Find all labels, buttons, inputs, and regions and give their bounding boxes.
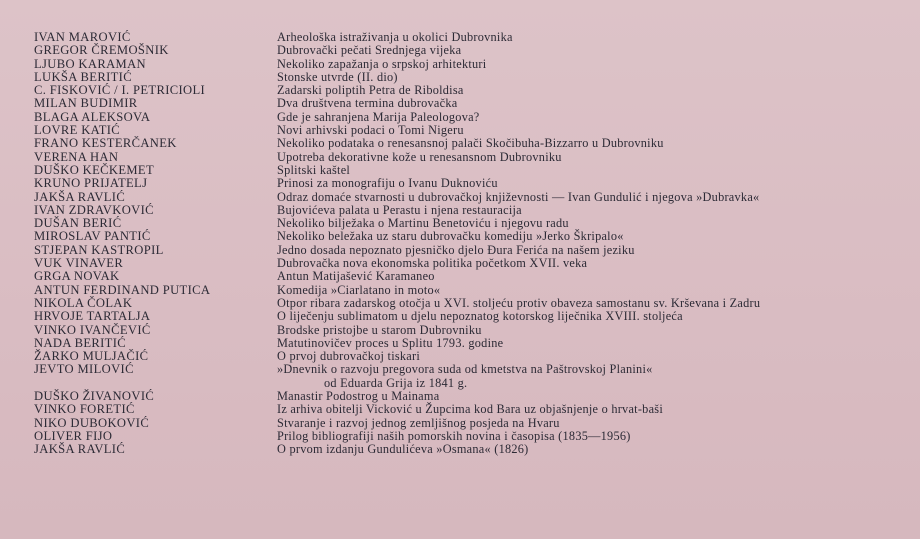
entry-title xyxy=(277,164,914,177)
entry-author: MILAN BUDIMIR xyxy=(34,96,138,111)
entry-title-line: Stvaranje i razvoj jednog zemljišnog posjeda na Hvaru xyxy=(277,415,560,430)
entry-author: VUK VINAVER xyxy=(34,256,124,271)
toc-entry xyxy=(34,417,914,430)
entry-title-line: Jedno dosada nepoznato pjesničko djelo Đura Ferića na našem jeziku xyxy=(277,242,635,257)
entry-title xyxy=(277,257,914,270)
entry-author: BLAGA ALEKSOVA xyxy=(34,109,151,124)
toc-entry xyxy=(34,31,914,44)
toc-entry xyxy=(34,204,914,217)
entry-author: STJEPAN KASTROPIL xyxy=(34,242,164,257)
entry-title-line: Iz arhiva obitelji Vicković u Župcima kod Bara uz objašnjenje o hrvat-baši xyxy=(277,402,663,417)
toc-entry xyxy=(34,350,914,363)
entry-title xyxy=(277,58,914,71)
entry-author: NIKOLA ČOLAK xyxy=(34,295,133,310)
entry-title-line: »Dnevnik o razvoju pregovora suda od kmetstva na Paštrovskoj Planini« xyxy=(277,362,653,377)
toc-entry xyxy=(34,230,914,243)
entry-title-line: Odraz domaće stvarnosti u dubrovačkoj književnosti — Ivan Gundulić i njegova »Dubravka« xyxy=(277,189,760,204)
toc-entry xyxy=(34,124,914,137)
entry-title xyxy=(277,44,914,57)
toc-entry xyxy=(34,58,914,71)
toc-entry xyxy=(34,71,914,84)
entry-title xyxy=(277,151,914,164)
entry-title xyxy=(277,417,914,430)
entry-title-line: Nekoliko bilježaka o Martinu Benetoviću i njegovu radu xyxy=(277,216,569,231)
entry-title xyxy=(277,230,914,243)
entry-author: ŽARKO MULJAČIĆ xyxy=(34,349,149,364)
entry-title xyxy=(277,124,914,137)
entry-title-line: Komedija »Ciarlatano in moto« xyxy=(277,282,441,297)
entry-title xyxy=(277,137,914,150)
entry-author: OLIVER FIJO xyxy=(34,428,113,443)
toc-entry xyxy=(34,191,914,204)
entry-title xyxy=(277,97,914,110)
entry-title-continuation: od Eduarda Grija iz 1841 g. xyxy=(324,375,468,390)
entry-author: LJUBO KARAMAN xyxy=(34,56,146,71)
entry-author: KRUNO PRIJATELJ xyxy=(34,176,148,191)
entry-title xyxy=(277,310,914,323)
toc-entry xyxy=(34,270,914,283)
entry-title xyxy=(277,191,914,204)
entry-title xyxy=(277,244,914,257)
entry-title xyxy=(277,337,914,350)
entry-author: GRGA NOVAK xyxy=(34,269,120,284)
entry-author: NIKO DUBOKOVIĆ xyxy=(34,415,150,430)
toc-entry xyxy=(34,443,914,456)
entry-title-line: Dva društvena termina dubrovačka xyxy=(277,96,458,111)
entry-title-line: Novi arhivski podaci o Tomi Nigeru xyxy=(277,123,464,138)
entry-title xyxy=(277,111,914,124)
entry-title-line: Dubrovačka nova ekonomska politika početkom XVII. veka xyxy=(277,256,588,271)
entry-title-line: Nekoliko podataka o renesansnoj palači Skočibuha-Bizzarro u Dubrovniku xyxy=(277,136,664,151)
entry-author: MIROSLAV PANTIĆ xyxy=(34,229,151,244)
entry-author: DUŠKO ŽIVANOVIĆ xyxy=(34,389,155,404)
entry-author: NADA BERITIĆ xyxy=(34,335,127,350)
entry-author: LUKŠA BERITIĆ xyxy=(34,69,132,84)
entry-title xyxy=(277,403,914,416)
entry-title-line: Stonske utvrde (II. dio) xyxy=(277,69,398,84)
entry-title-line: Otpor ribara zadarskog otočja u XVI. stoljeću protiv obaveza samostanu sv. Krševana i Zadru xyxy=(277,295,761,310)
toc-entry xyxy=(34,111,914,124)
entry-title-line: Nekoliko beležaka uz staru dubrovačku komediju »Jerko Škripalo« xyxy=(277,229,624,244)
entry-title-line: Bujovićeva palata u Perastu i njena restauracija xyxy=(277,202,522,217)
entry-title-line: Zadarski poliptih Petra de Riboldisa xyxy=(277,83,464,98)
entry-title-line: O prvoj dubrovačkoj tiskari xyxy=(277,349,421,364)
entry-title-line: Matutinovičev proces u Splitu 1793. godine xyxy=(277,335,504,350)
entry-title-line: Prilog bibliografiji naših pomorskih novina i časopisa (1835—1956) xyxy=(277,428,631,443)
table-of-contents xyxy=(34,31,914,457)
entry-title-line: O liječenju sublimatom u djelu nepoznatog kotorskog liječnika XVIII. stoljeća xyxy=(277,309,683,324)
entry-title-line: Splitski kaštel xyxy=(277,162,351,177)
toc-entry xyxy=(34,217,914,230)
entry-author: JEVTO MILOVIĆ xyxy=(34,362,134,377)
toc-entry xyxy=(34,297,914,310)
entry-title-line: Dubrovački pečati Srednjega vijeka xyxy=(277,43,462,58)
toc-entry xyxy=(34,284,914,297)
toc-entry xyxy=(34,324,914,337)
toc-entry xyxy=(34,310,914,323)
entry-author: ANTUN FERDINAND PUTICA xyxy=(34,282,211,297)
toc-entry xyxy=(34,244,914,257)
entry-author: VERENA HAN xyxy=(34,149,119,164)
entry-title xyxy=(277,430,914,443)
entry-author: VINKO IVANČEVIĆ xyxy=(34,322,151,337)
entry-title xyxy=(277,71,914,84)
entry-title xyxy=(277,177,914,190)
entry-title-line: Prinosi za monografiju o Ivanu Duknoviću xyxy=(277,176,498,191)
toc-entry xyxy=(34,137,914,150)
entry-author: GREGOR ČREMOŠNIK xyxy=(34,43,169,58)
entry-author: JAKŠA RAVLIĆ xyxy=(34,442,126,457)
toc-entry xyxy=(34,390,914,403)
entry-title-line: Manastir Podostrog u Mainama xyxy=(277,389,440,404)
entry-title-line: Antun Matijašević Karamaneo xyxy=(277,269,435,284)
entry-title xyxy=(277,443,914,456)
toc-entry xyxy=(34,363,914,390)
entry-title xyxy=(277,297,914,310)
toc-entry xyxy=(34,44,914,57)
entry-author: IVAN MAROVIĆ xyxy=(34,30,131,44)
toc-entry xyxy=(34,97,914,110)
entry-title-line: Upotreba dekorativne kože u renesansnom Dubrovniku xyxy=(277,149,562,164)
entry-title xyxy=(277,270,914,283)
toc-entry xyxy=(34,257,914,270)
entry-author: VINKO FORETIĆ xyxy=(34,402,135,417)
entry-title xyxy=(277,363,914,390)
toc-entry xyxy=(34,164,914,177)
entry-title xyxy=(277,31,914,44)
entry-title-line: Arheološka istraživanja u okolici Dubrovnika xyxy=(277,30,513,44)
toc-entry xyxy=(34,430,914,443)
toc-entry xyxy=(34,403,914,416)
toc-entry xyxy=(34,84,914,97)
toc-entry xyxy=(34,151,914,164)
entry-title xyxy=(277,284,914,297)
entry-title xyxy=(277,390,914,403)
entry-title xyxy=(277,84,914,97)
entry-author: JAKŠA RAVLIĆ xyxy=(34,189,126,204)
toc-entry xyxy=(34,337,914,350)
entry-author: DUŠKO KEČKEMET xyxy=(34,162,154,177)
entry-title xyxy=(277,324,914,337)
entry-title xyxy=(277,350,914,363)
entry-author: HRVOJE TARTALJA xyxy=(34,309,151,324)
entry-author: LOVRE KATIĆ xyxy=(34,123,121,138)
entry-title-line: Brodske pristojbe u starom Dubrovniku xyxy=(277,322,482,337)
entry-author: FRANO KESTERČANEK xyxy=(34,136,177,151)
entry-title xyxy=(277,204,914,217)
entry-title-line: Nekoliko zapažanja o srpskoj arhitekturi xyxy=(277,56,487,71)
entry-title-line: Gde je sahranjena Marija Paleologova? xyxy=(277,109,480,124)
toc-entry xyxy=(34,177,914,190)
entry-author: IVAN ZDRAVKOVIĆ xyxy=(34,202,154,217)
entry-title xyxy=(277,217,914,230)
entry-author: DUŠAN BERIĆ xyxy=(34,216,122,231)
entry-author: C. FISKOVIĆ / I. PETRICIOLI xyxy=(34,83,206,98)
entry-title-line: O prvom izdanju Gundulićeva »Osmana« (1826) xyxy=(277,442,529,457)
